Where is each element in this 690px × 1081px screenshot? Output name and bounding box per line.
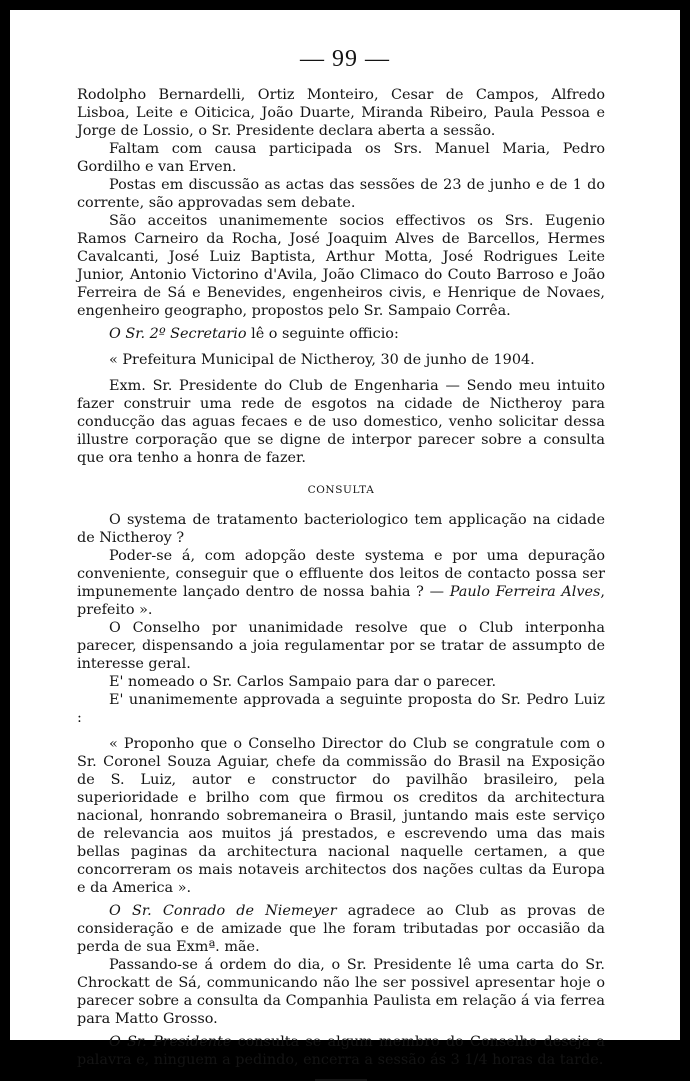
paragraph-letter-header: « Prefeitura Municipal de Nictheroy, 30 de junho de 1904.	[109, 352, 535, 368]
paragraph-closing-text: consulta se algum membro do Conselho deseja a palavra e, ninguem a pedindo, encerra a sessão ás 3 1/4 horas da tarde.	[77, 1034, 606, 1068]
speaker-president: O Sr. Presidente	[109, 1034, 232, 1050]
paragraph-thanks-text: agradece ao Club as provas de consideração e de amizade que lhe foram tributadas por occasião da perda de sua Exmª. mãe.	[77, 903, 605, 955]
paragraph-absences: Faltam com causa participada os Srs. Manuel Maria, Pedro Gordilho e van Erven.	[77, 141, 605, 175]
paragraph-order-of-day: Passando-se á ordem do dia, o Sr. Presidente lê uma carta do Sr. Chrockatt de Sá, communicando não lhe ser possivel apresentar hoje o parecer sobre a consulta da Companhia Paulista em relação á via ferrea para Matto Grosso.	[77, 957, 605, 1027]
paragraph-attendance: Rodolpho Bernardelli, Ortiz Monteiro, Cesar de Campos, Alfredo Lisboa, Leite e Oiticica, João Duarte, Miranda Ribeiro, Paula Pessoa e Jorge de Lossio, o Sr. Presidente declara aberta a sessão.	[77, 87, 605, 139]
paragraph-appointment: E' nomeado o Sr. Carlos Sampaio para dar o parecer.	[109, 674, 497, 690]
paragraph-proposal-intro: E' unanimemente approvada a seguinte proposta do Sr. Pedro Luiz :	[77, 692, 605, 726]
paragraph-secretary-text: lê o seguinte officio:	[246, 326, 399, 342]
paragraph-question-1: O systema de tratamento bacteriologico tem applicação na cidade de Nictheroy ?	[77, 512, 605, 546]
paragraph-question-2	[77, 547, 605, 619]
paragraph-council-resolution: O Conselho por unanimidade resolve que o Club interponha parecer, dispensando a joia regulamentar por se tratar de assumpto de interesse geral.	[77, 620, 605, 672]
signature-prefect: Paulo Ferreira Alves	[449, 584, 601, 600]
paragraph-secretary-reads	[77, 325, 605, 343]
speaker-secretary: O Sr. 2º Secretario	[109, 326, 247, 342]
paragraph-thanks	[77, 902, 605, 956]
document-page	[10, 10, 680, 1068]
paragraph-new-members: São acceitos unanimemente socios effectivos os Srs. Eugenio Ramos Carneiro da Rocha, José Joaquim Alves de Barcellos, Hermes Cavalcanti, José Luiz Baptista, Arthur Motta, José Rodrigues Leite Junior, Antonio Victorino d'Avila, João Climaco do Couto Barroso e João Ferreira de Sá e Benevides, engenheiros civis, e Henrique de Novaes, engenheiro geographo, propostos pelo Sr. Sampaio Corrêa.	[77, 213, 605, 319]
paragraph-minutes-approval: Postas em discussão as actas das sessões de 23 de junho e de 1 do corrente, são approvadas sem debate.	[77, 177, 605, 211]
paragraph-proposal: « Proponho que o Conselho Director do Club se congratule com o Sr. Coronel Souza Aguiar, chefe da commissão do Brasil na Exposição de S. Luiz, autor e constructor do pavilhão brasileiro, pela superioridade e brilho com que firmou os creditos da architectura nacional, honrando sobremaneira o Brasil, juntando mais este serviço de relevancia aos muitos já prestados, e escrevendo uma das mais bellas paginas da architectura nacional naquelle certamen, a que concorreram os mais notaveis architectos dos nações cultas da Europa e da America ».	[77, 736, 605, 896]
page-number: — 99 —	[300, 46, 390, 72]
paragraph-closing	[77, 1033, 605, 1069]
document-body	[77, 86, 605, 1081]
paragraph-letter-body: Exm. Sr. Presidente do Club de Engenharia — Sendo meu intuito fazer construir uma rede de esgotos na cidade de Nictheroy para conducção das aguas fecaes e de uso domestico, venho solicitar dessa illustre corporação que se digne de interpor parecer sobre a consulta que ora tenho a honra de fazer.	[77, 378, 605, 466]
paragraph-question-2-end: , prefeito ».	[77, 584, 605, 618]
paragraph-question-2-text: Poder-se á, com adopção deste systema e por uma depuração conveniente, conseguir que o effluente dos leitos de contacto possa ser impunemente lançado dentro de nossa bahia ? —	[77, 548, 605, 600]
section-heading-consulta: CONSULTA	[307, 484, 375, 496]
speaker-niemeyer: O Sr. Conrado de Niemeyer	[109, 903, 337, 919]
